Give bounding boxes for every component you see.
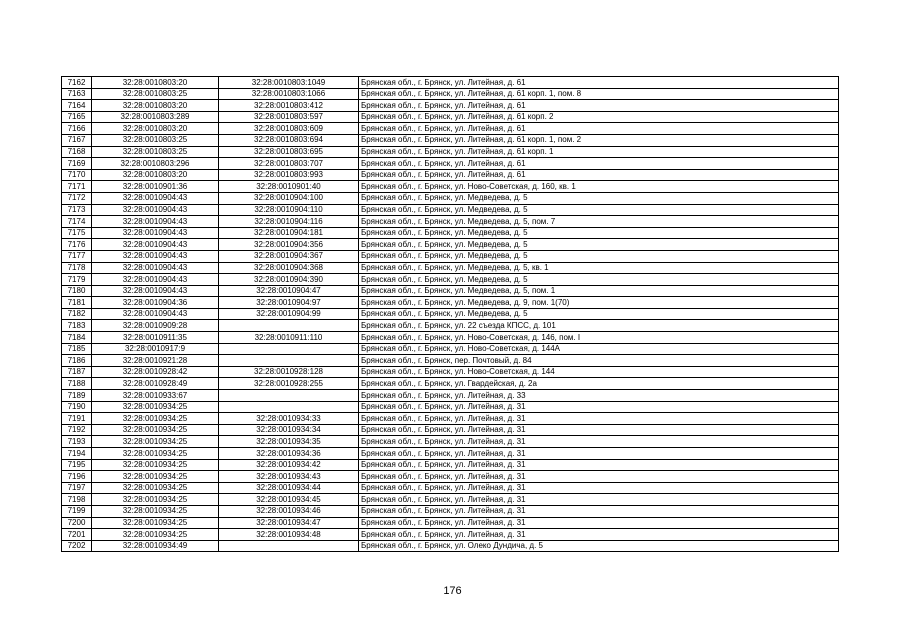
parcel-cadastral-number: 32:28:0010934:25 bbox=[92, 529, 219, 541]
address: Брянская обл., г. Брянск, ул. Олеко Дундича, д. 5 bbox=[359, 540, 839, 552]
table-row bbox=[62, 250, 839, 262]
row-number: 7189 bbox=[62, 390, 92, 402]
parcel-cadastral-number: 32:28:0010934:25 bbox=[92, 424, 219, 436]
row-number: 7166 bbox=[62, 123, 92, 135]
object-cadastral-number: 32:28:0010934:47 bbox=[219, 517, 359, 529]
row-number: 7169 bbox=[62, 158, 92, 170]
parcel-cadastral-number: 32:28:0010803:25 bbox=[92, 134, 219, 146]
table-row bbox=[62, 471, 839, 483]
address: Брянская обл., г. Брянск, ул. Медведева, д. 5 bbox=[359, 204, 839, 216]
row-number: 7175 bbox=[62, 227, 92, 239]
parcel-cadastral-number: 32:28:0010934:25 bbox=[92, 482, 219, 494]
table-row bbox=[62, 540, 839, 552]
object-cadastral-number: 32:28:0010904:368 bbox=[219, 262, 359, 274]
object-cadastral-number: 32:28:0010904:97 bbox=[219, 297, 359, 309]
row-number: 7173 bbox=[62, 204, 92, 216]
table-row bbox=[62, 158, 839, 170]
object-cadastral-number: 32:28:0010904:356 bbox=[219, 239, 359, 251]
row-number: 7184 bbox=[62, 332, 92, 344]
parcel-cadastral-number: 32:28:0010911:35 bbox=[92, 332, 219, 344]
table-row bbox=[62, 192, 839, 204]
row-number: 7181 bbox=[62, 297, 92, 309]
parcel-cadastral-number: 32:28:0010803:25 bbox=[92, 146, 219, 158]
address: Брянская обл., г. Брянск, ул. Литейная, д. 31 bbox=[359, 448, 839, 460]
row-number: 7201 bbox=[62, 529, 92, 541]
row-number: 7196 bbox=[62, 471, 92, 483]
object-cadastral-number: 32:28:0010803:993 bbox=[219, 169, 359, 181]
parcel-cadastral-number: 32:28:0010917:9 bbox=[92, 343, 219, 355]
row-number: 7163 bbox=[62, 88, 92, 100]
row-number: 7174 bbox=[62, 216, 92, 228]
row-number: 7180 bbox=[62, 285, 92, 297]
parcel-cadastral-number: 32:28:0010904:43 bbox=[92, 308, 219, 320]
row-number: 7162 bbox=[62, 77, 92, 89]
address: Брянская обл., г. Брянск, ул. Литейная, д. 61 bbox=[359, 169, 839, 181]
address: Брянская обл., г. Брянск, ул. Литейная, д. 61 корп. 2 bbox=[359, 111, 839, 123]
parcel-cadastral-number: 32:28:0010934:25 bbox=[92, 494, 219, 506]
row-number: 7183 bbox=[62, 320, 92, 332]
parcel-cadastral-number: 32:28:0010934:25 bbox=[92, 448, 219, 460]
parcel-cadastral-number: 32:28:0010934:49 bbox=[92, 540, 219, 552]
row-number: 7192 bbox=[62, 424, 92, 436]
address: Брянская обл., г. Брянск, ул. Литейная, д. 61 bbox=[359, 77, 839, 89]
parcel-cadastral-number: 32:28:0010904:43 bbox=[92, 285, 219, 297]
address: Брянская обл., г. Брянск, ул. Ново-Советская, д. 144А bbox=[359, 343, 839, 355]
parcel-cadastral-number: 32:28:0010934:25 bbox=[92, 436, 219, 448]
object-cadastral-number: 32:28:0010934:46 bbox=[219, 505, 359, 517]
address: Брянская обл., г. Брянск, ул. Литейная, д. 31 bbox=[359, 459, 839, 471]
address: Брянская обл., г. Брянск, ул. Литейная, д. 61 bbox=[359, 100, 839, 112]
object-cadastral-number: 32:28:0010934:42 bbox=[219, 459, 359, 471]
row-number: 7171 bbox=[62, 181, 92, 193]
table-row bbox=[62, 77, 839, 89]
address: Брянская обл., г. Брянск, ул. Медведева, д. 5 bbox=[359, 192, 839, 204]
address: Брянская обл., г. Брянск, ул. Медведева, д. 5, пом. 7 bbox=[359, 216, 839, 228]
row-number: 7178 bbox=[62, 262, 92, 274]
object-cadastral-number: 32:28:0010803:1049 bbox=[219, 77, 359, 89]
object-cadastral-number: 32:28:0010934:36 bbox=[219, 448, 359, 460]
address: Брянская обл., г. Брянск, ул. Литейная, д. 31 bbox=[359, 505, 839, 517]
address: Брянская обл., г. Брянск, ул. Литейная, д. 31 bbox=[359, 424, 839, 436]
address: Брянская обл., г. Брянск, ул. Литейная, д. 61 корп. 1, пом. 8 bbox=[359, 88, 839, 100]
row-number: 7195 bbox=[62, 459, 92, 471]
table-row bbox=[62, 505, 839, 517]
object-cadastral-number bbox=[219, 390, 359, 402]
object-cadastral-number: 32:28:0010934:48 bbox=[219, 529, 359, 541]
parcel-cadastral-number: 32:28:0010904:36 bbox=[92, 297, 219, 309]
row-number: 7190 bbox=[62, 401, 92, 413]
object-cadastral-number: 32:28:0010901:40 bbox=[219, 181, 359, 193]
address: Брянская обл., г. Брянск, ул. Литейная, д. 61 bbox=[359, 123, 839, 135]
parcel-cadastral-number: 32:28:0010904:43 bbox=[92, 227, 219, 239]
row-number: 7170 bbox=[62, 169, 92, 181]
parcel-cadastral-number: 32:28:0010904:43 bbox=[92, 262, 219, 274]
registry-table-body bbox=[62, 77, 839, 552]
table-row bbox=[62, 181, 839, 193]
parcel-cadastral-number: 32:28:0010921:28 bbox=[92, 355, 219, 367]
object-cadastral-number: 32:28:0010803:412 bbox=[219, 100, 359, 112]
address: Брянская обл., г. Брянск, ул. Ново-Советская, д. 146, пом. I bbox=[359, 332, 839, 344]
parcel-cadastral-number: 32:28:0010904:43 bbox=[92, 239, 219, 251]
address: Брянская обл., г. Брянск, ул. Гвардейская, д. 2а bbox=[359, 378, 839, 390]
row-number: 7200 bbox=[62, 517, 92, 529]
object-cadastral-number: 32:28:0010911:110 bbox=[219, 332, 359, 344]
row-number: 7198 bbox=[62, 494, 92, 506]
row-number: 7176 bbox=[62, 239, 92, 251]
table-row bbox=[62, 239, 839, 251]
table-row bbox=[62, 320, 839, 332]
row-number: 7185 bbox=[62, 343, 92, 355]
table-row bbox=[62, 378, 839, 390]
object-cadastral-number: 32:28:0010904:47 bbox=[219, 285, 359, 297]
table-row bbox=[62, 436, 839, 448]
table-row bbox=[62, 274, 839, 286]
table-row bbox=[62, 459, 839, 471]
address: Брянская обл., г. Брянск, пер. Почтовый, д. 84 bbox=[359, 355, 839, 367]
row-number: 7165 bbox=[62, 111, 92, 123]
table-row bbox=[62, 227, 839, 239]
object-cadastral-number: 32:28:0010934:44 bbox=[219, 482, 359, 494]
address: Брянская обл., г. Брянск, ул. Литейная, д. 61 корп. 1 bbox=[359, 146, 839, 158]
row-number: 7164 bbox=[62, 100, 92, 112]
parcel-cadastral-number: 32:28:0010803:20 bbox=[92, 77, 219, 89]
address: Брянская обл., г. Брянск, ул. Литейная, д. 33 bbox=[359, 390, 839, 402]
address: Брянская обл., г. Брянск, ул. Литейная, д. 31 bbox=[359, 401, 839, 413]
address: Брянская обл., г. Брянск, ул. Литейная, д. 31 bbox=[359, 529, 839, 541]
address: Брянская обл., г. Брянск, ул. Медведева, д. 5 bbox=[359, 274, 839, 286]
object-cadastral-number: 32:28:0010904:100 bbox=[219, 192, 359, 204]
row-number: 7168 bbox=[62, 146, 92, 158]
address: Брянская обл., г. Брянск, ул. Литейная, д. 61 bbox=[359, 158, 839, 170]
table-row bbox=[62, 424, 839, 436]
table-row bbox=[62, 529, 839, 541]
row-number: 7182 bbox=[62, 308, 92, 320]
parcel-cadastral-number: 32:28:0010934:25 bbox=[92, 505, 219, 517]
address: Брянская обл., г. Брянск, ул. Медведева, д. 5 bbox=[359, 308, 839, 320]
object-cadastral-number bbox=[219, 355, 359, 367]
address: Брянская обл., г. Брянск, ул. Ново-Советская, д. 160, кв. 1 bbox=[359, 181, 839, 193]
object-cadastral-number: 32:28:0010934:43 bbox=[219, 471, 359, 483]
address: Брянская обл., г. Брянск, ул. Литейная, д. 31 bbox=[359, 436, 839, 448]
parcel-cadastral-number: 32:28:0010803:20 bbox=[92, 123, 219, 135]
parcel-cadastral-number: 32:28:0010803:296 bbox=[92, 158, 219, 170]
row-number: 7172 bbox=[62, 192, 92, 204]
address: Брянская обл., г. Брянск, ул. Ново-Советская, д. 144 bbox=[359, 366, 839, 378]
object-cadastral-number: 32:28:0010934:45 bbox=[219, 494, 359, 506]
parcel-cadastral-number: 32:28:0010803:25 bbox=[92, 88, 219, 100]
parcel-cadastral-number: 32:28:0010934:25 bbox=[92, 517, 219, 529]
table-row bbox=[62, 413, 839, 425]
table-row bbox=[62, 390, 839, 402]
parcel-cadastral-number: 32:28:0010904:43 bbox=[92, 274, 219, 286]
row-number: 7197 bbox=[62, 482, 92, 494]
table-row bbox=[62, 482, 839, 494]
page-number: 176 bbox=[443, 585, 462, 597]
row-number: 7202 bbox=[62, 540, 92, 552]
object-cadastral-number: 32:28:0010904:110 bbox=[219, 204, 359, 216]
table-row bbox=[62, 88, 839, 100]
object-cadastral-number: 32:28:0010803:609 bbox=[219, 123, 359, 135]
table-row bbox=[62, 297, 839, 309]
row-number: 7188 bbox=[62, 378, 92, 390]
table-row bbox=[62, 146, 839, 158]
table-row bbox=[62, 111, 839, 123]
address: Брянская обл., г. Брянск, ул. Медведева, д. 5 bbox=[359, 227, 839, 239]
parcel-cadastral-number: 32:28:0010901:36 bbox=[92, 181, 219, 193]
row-number: 7194 bbox=[62, 448, 92, 460]
address: Брянская обл., г. Брянск, ул. Медведева, д. 5, кв. 1 bbox=[359, 262, 839, 274]
parcel-cadastral-number: 32:28:0010803:20 bbox=[92, 100, 219, 112]
object-cadastral-number: 32:28:0010803:695 bbox=[219, 146, 359, 158]
parcel-cadastral-number: 32:28:0010803:20 bbox=[92, 169, 219, 181]
parcel-cadastral-number: 32:28:0010934:25 bbox=[92, 471, 219, 483]
object-cadastral-number bbox=[219, 320, 359, 332]
address: Брянская обл., г. Брянск, ул. Литейная, д. 61 корп. 1, пом. 2 bbox=[359, 134, 839, 146]
table-row bbox=[62, 262, 839, 274]
parcel-cadastral-number: 32:28:0010904:43 bbox=[92, 192, 219, 204]
table-row bbox=[62, 123, 839, 135]
table-row bbox=[62, 355, 839, 367]
parcel-cadastral-number: 32:28:0010904:43 bbox=[92, 250, 219, 262]
object-cadastral-number bbox=[219, 540, 359, 552]
table-row bbox=[62, 366, 839, 378]
address: Брянская обл., г. Брянск, ул. Литейная, д. 31 bbox=[359, 494, 839, 506]
row-number: 7186 bbox=[62, 355, 92, 367]
object-cadastral-number: 32:28:0010934:34 bbox=[219, 424, 359, 436]
table-row bbox=[62, 285, 839, 297]
parcel-cadastral-number: 32:28:0010934:25 bbox=[92, 459, 219, 471]
parcel-cadastral-number: 32:28:0010933:67 bbox=[92, 390, 219, 402]
object-cadastral-number: 32:28:0010904:390 bbox=[219, 274, 359, 286]
row-number: 7191 bbox=[62, 413, 92, 425]
object-cadastral-number: 32:28:0010934:33 bbox=[219, 413, 359, 425]
parcel-cadastral-number: 32:28:0010928:49 bbox=[92, 378, 219, 390]
table-row bbox=[62, 494, 839, 506]
table-row bbox=[62, 332, 839, 344]
object-cadastral-number: 32:28:0010904:116 bbox=[219, 216, 359, 228]
parcel-cadastral-number: 32:28:0010934:25 bbox=[92, 401, 219, 413]
row-number: 7177 bbox=[62, 250, 92, 262]
table-row bbox=[62, 308, 839, 320]
table-row bbox=[62, 169, 839, 181]
address: Брянская обл., г. Брянск, ул. Медведева, д. 5 bbox=[359, 239, 839, 251]
row-number: 7179 bbox=[62, 274, 92, 286]
parcel-cadastral-number: 32:28:0010934:25 bbox=[92, 413, 219, 425]
address: Брянская обл., г. Брянск, ул. Литейная, д. 31 bbox=[359, 413, 839, 425]
object-cadastral-number: 32:28:0010803:707 bbox=[219, 158, 359, 170]
table-row bbox=[62, 204, 839, 216]
address: Брянская обл., г. Брянск, ул. Медведева, д. 5, пом. 1 bbox=[359, 285, 839, 297]
table-row bbox=[62, 100, 839, 112]
object-cadastral-number: 32:28:0010904:181 bbox=[219, 227, 359, 239]
address: Брянская обл., г. Брянск, ул. Медведева, д. 9, пом. 1(70) bbox=[359, 297, 839, 309]
parcel-cadastral-number: 32:28:0010904:43 bbox=[92, 204, 219, 216]
address: Брянская обл., г. Брянск, ул. Медведева, д. 5 bbox=[359, 250, 839, 262]
parcel-cadastral-number: 32:28:0010904:43 bbox=[92, 216, 219, 228]
row-number: 7199 bbox=[62, 505, 92, 517]
object-cadastral-number: 32:28:0010803:1066 bbox=[219, 88, 359, 100]
object-cadastral-number: 32:28:0010928:255 bbox=[219, 378, 359, 390]
table-row bbox=[62, 401, 839, 413]
object-cadastral-number: 32:28:0010803:597 bbox=[219, 111, 359, 123]
table-row bbox=[62, 448, 839, 460]
object-cadastral-number: 32:28:0010934:35 bbox=[219, 436, 359, 448]
row-number: 7193 bbox=[62, 436, 92, 448]
parcel-cadastral-number: 32:28:0010928:42 bbox=[92, 366, 219, 378]
address: Брянская обл., г. Брянск, ул. 22 съезда КПСС, д. 101 bbox=[359, 320, 839, 332]
object-cadastral-number bbox=[219, 343, 359, 355]
parcel-cadastral-number: 32:28:0010803:289 bbox=[92, 111, 219, 123]
address: Брянская обл., г. Брянск, ул. Литейная, д. 31 bbox=[359, 471, 839, 483]
object-cadastral-number: 32:28:0010928:128 bbox=[219, 366, 359, 378]
object-cadastral-number bbox=[219, 401, 359, 413]
registry-table bbox=[61, 76, 839, 552]
object-cadastral-number: 32:28:0010904:367 bbox=[219, 250, 359, 262]
table-row bbox=[62, 216, 839, 228]
row-number: 7167 bbox=[62, 134, 92, 146]
table-row bbox=[62, 134, 839, 146]
table-row bbox=[62, 343, 839, 355]
object-cadastral-number: 32:28:0010803:694 bbox=[219, 134, 359, 146]
parcel-cadastral-number: 32:28:0010909:28 bbox=[92, 320, 219, 332]
address: Брянская обл., г. Брянск, ул. Литейная, д. 31 bbox=[359, 482, 839, 494]
row-number: 7187 bbox=[62, 366, 92, 378]
address: Брянская обл., г. Брянск, ул. Литейная, д. 31 bbox=[359, 517, 839, 529]
object-cadastral-number: 32:28:0010904:99 bbox=[219, 308, 359, 320]
table-row bbox=[62, 517, 839, 529]
